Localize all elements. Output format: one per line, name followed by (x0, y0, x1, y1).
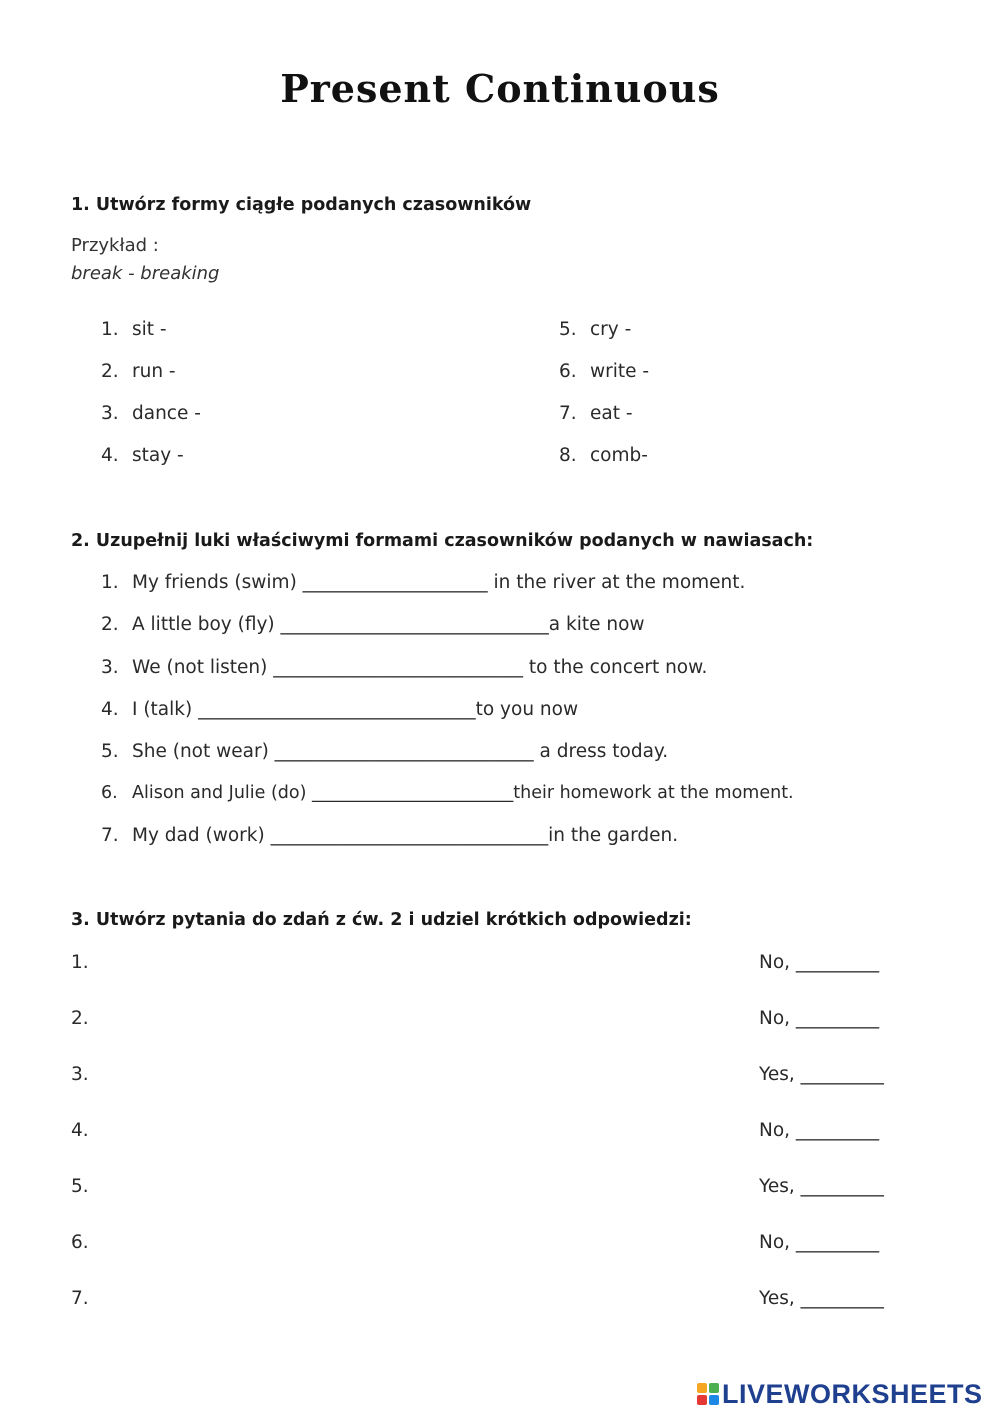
sentence-text: My friends (swim) ____________________ in the river at the moment. (132, 572, 746, 593)
short-answer: No, _________ (759, 952, 880, 973)
item-number: 5. (559, 319, 577, 340)
verb-item (101, 403, 201, 424)
item-number: 5. (101, 741, 119, 762)
verb-text: sit - (132, 319, 167, 340)
sentence-row (101, 614, 645, 635)
sentence-text: My dad (work) ______________________________in the garden. (132, 825, 679, 846)
short-answer: Yes, _________ (759, 1064, 884, 1085)
sentence-row (101, 783, 794, 803)
short-answer: Yes, _________ (759, 1176, 884, 1197)
liveworksheets-logo (697, 1379, 983, 1409)
exercise-1-heading: 1. Utwórz formy ciągłe podanych czasowników (71, 195, 532, 215)
question-number: 3. (71, 1064, 89, 1085)
logo-square-red (697, 1395, 707, 1405)
question-number: 4. (71, 1120, 89, 1141)
verb-item (101, 361, 176, 382)
exercise-3-heading: 3. Utwórz pytania do zdań z ćw. 2 i udziel krótkich odpowiedzi: (71, 910, 692, 930)
question-number: 5. (71, 1176, 89, 1197)
item-number: 1. (101, 572, 119, 593)
sentence-text: We (not listen) ___________________________ to the concert now. (132, 657, 708, 678)
item-number: 8. (559, 445, 577, 466)
item-number: 3. (101, 403, 119, 424)
question-number: 1. (71, 952, 89, 973)
verb-text: run - (132, 361, 176, 382)
sentence-text: Alison and Julie (do) _______________________their homework at the moment. (132, 783, 794, 803)
example-label: Przykład : (71, 235, 159, 256)
verb-text: write - (590, 361, 650, 382)
verb-item (559, 403, 633, 424)
verb-text: comb- (590, 445, 648, 466)
sentence-row (101, 572, 745, 593)
item-number: 1. (101, 319, 119, 340)
example-text: break - breaking (71, 263, 220, 284)
sentence-text: I (talk) ______________________________to you now (132, 699, 579, 720)
question-number: 2. (71, 1008, 89, 1029)
item-number: 6. (559, 361, 577, 382)
item-number: 7. (101, 825, 119, 846)
logo-square-green (709, 1383, 719, 1393)
logo-mark-icon (697, 1383, 719, 1405)
sentence-text: A little boy (fly) _____________________________a kite now (132, 614, 645, 635)
item-number: 6. (101, 783, 118, 803)
exercise-2-heading: 2. Uzupełnij luki właściwymi formami czasowników podanych w nawiasach: (71, 531, 814, 551)
verb-text: eat - (590, 403, 633, 424)
sentence-row (101, 657, 707, 678)
item-number: 3. (101, 657, 119, 678)
item-number: 4. (101, 699, 119, 720)
sentence-text: She (not wear) ____________________________ a dress today. (132, 741, 669, 762)
sentence-row (101, 825, 678, 846)
verb-text: stay - (132, 445, 184, 466)
item-number: 4. (101, 445, 119, 466)
verb-text: dance - (132, 403, 201, 424)
item-number: 2. (101, 361, 119, 382)
verb-text: cry - (590, 319, 632, 340)
logo-square-blue (709, 1395, 719, 1405)
short-answer: Yes, _________ (759, 1288, 884, 1309)
sentence-row (101, 699, 578, 720)
verb-item (101, 319, 167, 340)
verb-item (559, 319, 631, 340)
logo-square-orange (697, 1383, 707, 1393)
short-answer: No, _________ (759, 1008, 880, 1029)
item-number: 2. (101, 614, 119, 635)
worksheet-title: Present Continuous (280, 66, 720, 111)
verb-item (559, 445, 648, 466)
short-answer: No, _________ (759, 1120, 880, 1141)
question-number: 7. (71, 1288, 89, 1309)
item-number: 7. (559, 403, 577, 424)
question-number: 6. (71, 1232, 89, 1253)
logo-text: LIVEWORKSHEETS (722, 1379, 983, 1409)
verb-item (101, 445, 184, 466)
sentence-row (101, 741, 668, 762)
verb-item (559, 361, 649, 382)
short-answer: No, _________ (759, 1232, 880, 1253)
